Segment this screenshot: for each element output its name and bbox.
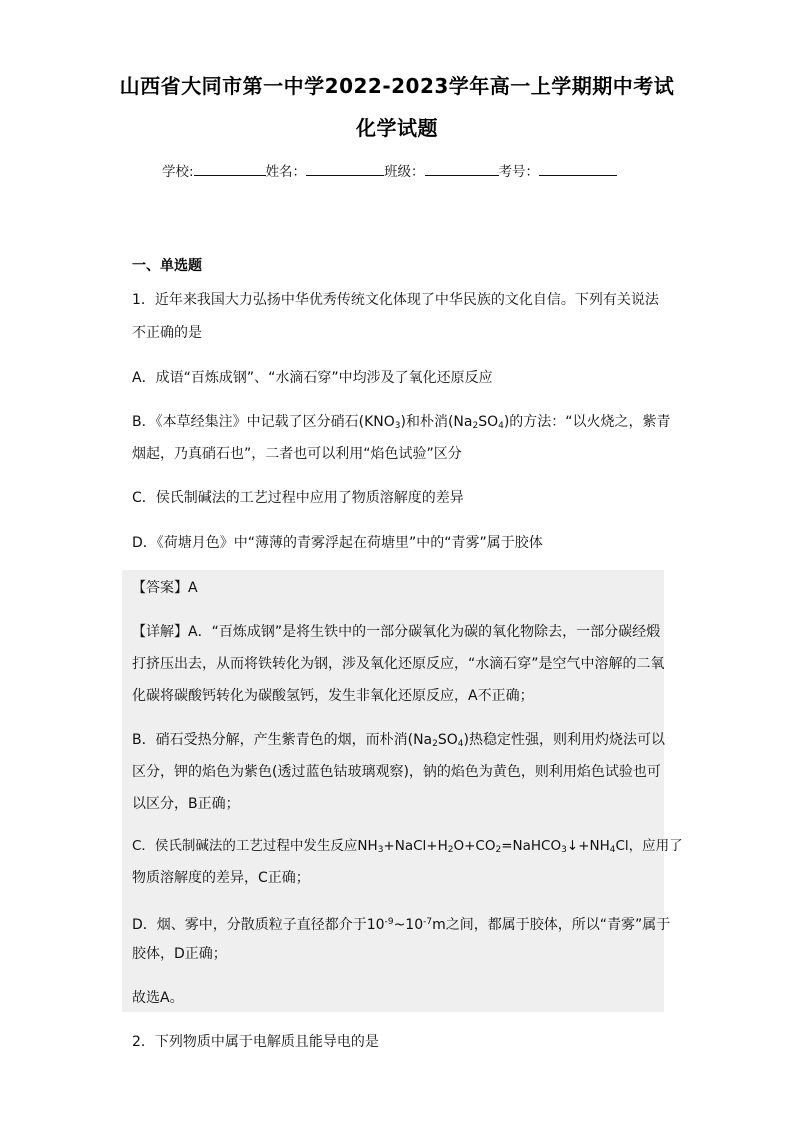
subscript: 2 (495, 845, 502, 855)
text-segment: )热稳定性强，则利用灼烧法可以 (463, 732, 665, 748)
q1-option-b-line-1 (132, 413, 671, 435)
text-segment: =NaHCO (501, 838, 562, 854)
q1-option-d: D．《荷塘月色》中“薄薄的青雾浮起在荷塘里”中的“青雾”属于胶体 (132, 535, 543, 551)
text-segment: ↓+NH (566, 838, 610, 854)
text-segment: )的方法：“以火烧之，紫青 (503, 414, 671, 430)
superscript: -7 (423, 917, 433, 927)
exam-subtitle: 化学试题 (356, 116, 438, 140)
exam-number-label: 考号： (498, 164, 540, 180)
text-segment: SO (437, 732, 458, 748)
text-segment: B．《本草经集注》中记载了区分硝石(KNO (132, 414, 395, 430)
subscript: 2 (472, 421, 479, 431)
q1-stem-line-2: 不正确的是 (132, 325, 202, 341)
text-segment: O+CO (453, 838, 496, 854)
q1-explain-b-line-2: 区分，钾的焰色为紫色(透过蓝色钴玻璃观察)，钠的焰色为黄色，则利用焰色试验也可 (132, 764, 661, 780)
subscript: 3 (394, 421, 401, 431)
student-info-row (162, 160, 642, 180)
text-segment: B．硝石受热分解，产生紫青色的烟，而朴消(Na (132, 732, 433, 748)
exam-number-blank[interactable] (539, 161, 617, 176)
q1-option-b-line-2: 烟起，乃真硝石也”，二者也可以利用“焰色试验”区分 (132, 446, 462, 462)
class-blank[interactable] (425, 161, 499, 176)
subscript: 2 (432, 739, 438, 749)
text-segment: SO (478, 414, 499, 430)
subscript: 2 (447, 845, 454, 855)
text-segment: D．烟、雾中，分散质粒子直径都介于10 (132, 917, 385, 933)
subscript: 3 (377, 845, 384, 855)
q1-conclusion: 故选A。 (132, 990, 184, 1006)
q1-explain-a-line-1: 【详解】A．“百炼成钢”是将生铁中的一部分碳氧化为碳的氧化物除去，一部分碳经煅 (132, 624, 661, 640)
text-segment: m之间，都属于胶体，所以“青雾”属于 (432, 917, 671, 933)
q1-explain-a-line-2: 打挤压出去，从而将铁转化为钢，涉及氧化还原反应，“水滴石穿”是空气中溶解的二氧 (132, 656, 665, 672)
school-blank[interactable] (194, 161, 266, 176)
text-segment: ~10 (393, 917, 424, 933)
q2-stem: 2．下列物质中属于电解质且能导电的是 (132, 1034, 379, 1050)
subscript: 3 (561, 845, 567, 855)
superscript: -9 (384, 917, 394, 927)
q1-explain-d-line-2: 胶体，D正确； (132, 946, 227, 962)
subscript: 4 (498, 421, 504, 431)
q1-explain-b-line-3: 以区分，B正确； (132, 796, 240, 812)
class-label: 班级： (384, 164, 425, 180)
q1-option-a: A．成语“百炼成钢”、“水滴石穿”中均涉及了氧化还原反应 (132, 370, 493, 386)
text-segment: )和朴消(Na (400, 414, 473, 430)
name-blank[interactable] (306, 161, 384, 176)
subscript: 4 (609, 845, 616, 855)
q1-explain-a-line-3: 化碳将碳酸钙转化为碳酸氢钙，发生非氧化还原反应，A不正确； (132, 688, 534, 704)
text-segment: +NaCl+H (383, 838, 448, 854)
school-label: 学校: (162, 164, 194, 180)
q1-stem-line-1: 1．近年来我国大力弘扬中华优秀传统文化体现了中华民族的文化自信。下列有关说法 (132, 292, 659, 308)
q1-explain-c-line-1 (132, 837, 683, 859)
exam-title: 山西省大同市第一中学2022-2023学年高一上学期期中考试 (119, 74, 675, 98)
section-heading: 一、单选题 (132, 258, 202, 274)
q1-explain-c-line-2: 物质溶解度的差异，C正确； (132, 870, 310, 886)
text-segment: C．侯氏制碱法的工艺过程中发生反应NH (132, 838, 378, 854)
name-label: 姓名： (265, 164, 307, 180)
q1-explain-d-line-1 (132, 913, 670, 934)
text-segment: Cl，应用了 (615, 838, 683, 854)
q1-option-c: C．侯氏制碱法的工艺过程中应用了物质溶解度的差异 (132, 490, 464, 506)
subscript: 4 (457, 739, 464, 749)
q1-answer: 【答案】A (132, 580, 198, 596)
q1-explain-b-line-1 (132, 731, 665, 753)
